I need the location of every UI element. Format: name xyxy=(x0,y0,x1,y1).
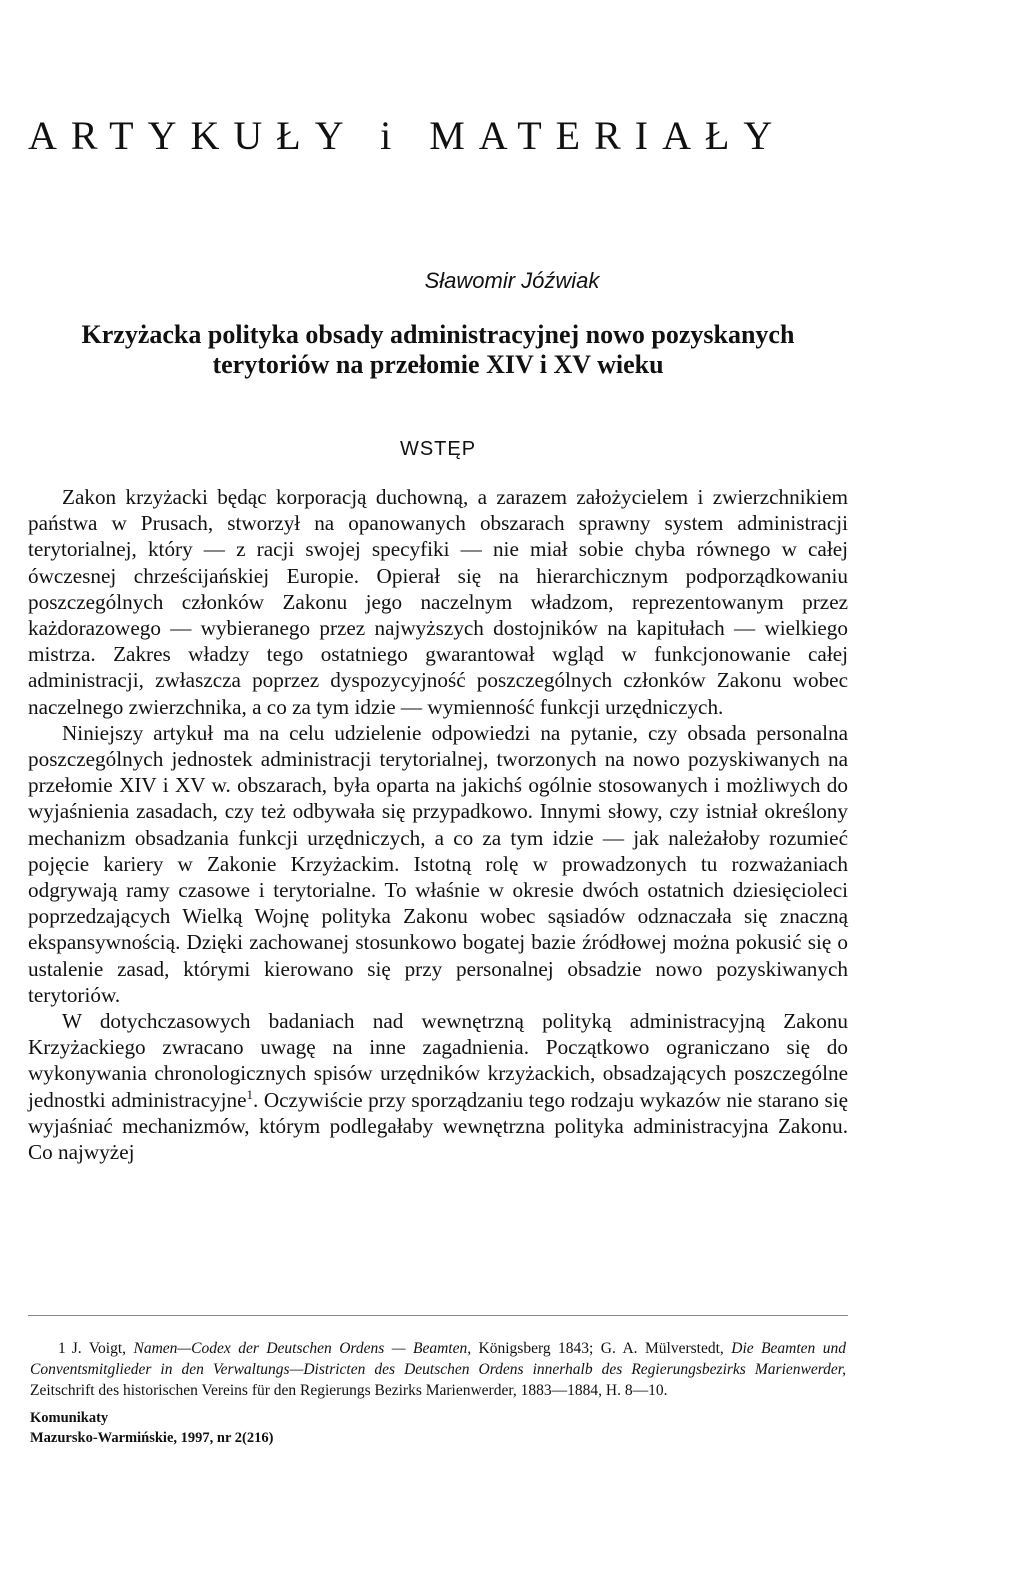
article-title-line: terytoriów na przełomie XIV i XV wieku xyxy=(212,350,664,379)
body-text: . Oczywiście przy sporządzaniu tego rodzaju wykazów nie starano się wyjaśniać mechanizmów, którym podlegałaby wewnętrzna polityka administracyjna Zakonu. Co najwyżej xyxy=(28,1087,848,1165)
footnote-title: Namen—Codex der Deutschen Ordens — Beamten, xyxy=(133,1340,472,1357)
author-name: Sławomir Jóźwiak xyxy=(424,268,600,293)
article-body xyxy=(28,484,848,1165)
journal-name: Komunikaty xyxy=(30,1410,109,1426)
journal-issue: Mazursko-Warmińskie, 1997, nr 2(216) xyxy=(30,1430,274,1446)
article-title xyxy=(28,320,848,380)
footnote-separator xyxy=(28,1315,848,1316)
body-paragraph: Niniejszy artykuł ma na celu udzielenie odpowiedzi na pytanie, czy obsada personalna poszczególnych jednostek administracji terytorialnej, tworzonych na nowo pozyskiwanych na przełomie XIV i XV w. obszarach, była oparta na jakichś ogólnie stosowanych i możliwych do wyjaśnienia zasadach, czy też odbywała się przypadkowo. Innymi słowy, czy istniał określony mechanizm obsadzania funkcji urzędniczych, a co za tym idzie — jak należałoby rozumieć pojęcie kariery w Zakonie Krzyżackim. Istotną rolę w prowadzonych tu rozważaniach odgrywają ramy czasowe i terytorialne. To właśnie w okresie dwóch ostatnich dziesięcioleci poprzedzających Wielką Wojnę polityka Zakonu wobec sąsiadów odznaczała się znaczną ekspansywnością. Dzięki zachowanej stosunkowo bogatej bazie źródłowej można pokusić się o ustalenie zasad, którymi kierowano się przy personalnej obsadzie nowo pozyskiwanych terytoriów. xyxy=(28,720,848,1007)
body-paragraph xyxy=(28,1008,848,1165)
section-heading: WSTĘP xyxy=(399,438,477,460)
article-title-line: Krzyżacka polityka obsady administracyjnej nowo pozyskanych xyxy=(81,320,795,349)
footnote-text: J. Voigt, xyxy=(71,1340,134,1357)
body-text: W dotychczasowych badaniach nad wewnętrzną polityką administracyjną Zakonu Krzyżackiego zwracano uwagę na inne zagadnienia. Początkowo ograniczano się do wykonywania chronologicznych spisów urzędników krzyżackich, obsadzających poszczególne jednostki administracyjne xyxy=(28,1009,848,1112)
footnote-number: 1 xyxy=(58,1340,66,1357)
footnote-title: Die Beamten und Conventsmitglieder in den Verwaltungs—Districten des Deutschen Ordens innerhalb des Regierungsbezirks Marienwerder, xyxy=(30,1340,847,1378)
footnote xyxy=(30,1338,846,1401)
journal-source xyxy=(30,1408,430,1448)
footnote-marker[interactable]: 1 xyxy=(246,1086,254,1102)
footnote-text: Königsberg 1843; G. A. Mülverstedt, xyxy=(471,1340,732,1357)
body-paragraph: Zakon krzyżacki będąc korporacją duchowną, a zarazem założycielem i zwierzchnikiem państwa w Prusach, stworzył na opanowanych obszarach sprawny system administracji terytorialnej, który — z racji swojej specyfiki — nie miał sobie chyba równego w całej ówczesnej chrześcijańskiej Europie. Opierał się na hierarchicznym podporządkowaniu poszczególnych członków Zakonu jego naczelnym władzom, reprezentowanym przez każdorazowego — wybieranego przez najwyższych dostojników na kapitułach — wielkiego mistrza. Zakres władzy tego ostatniego gwarantował wgląd w funkcjonowanie całej administracji, zwłaszcza poprzez dyspozycyjność poszczególnych członków Zakonu wobec naczelnego zwierzchnika, a co za tym idzie — wymienność funkcji urzędniczych. xyxy=(28,485,848,719)
footnote-text: Zeitschrift des historischen Vereins für den Regierungs Bezirks Marienwerder, 1883—1884, H. 8—10. xyxy=(30,1382,668,1399)
journal-section-header: ARTYKUŁY i MATERIAŁY xyxy=(28,113,787,158)
